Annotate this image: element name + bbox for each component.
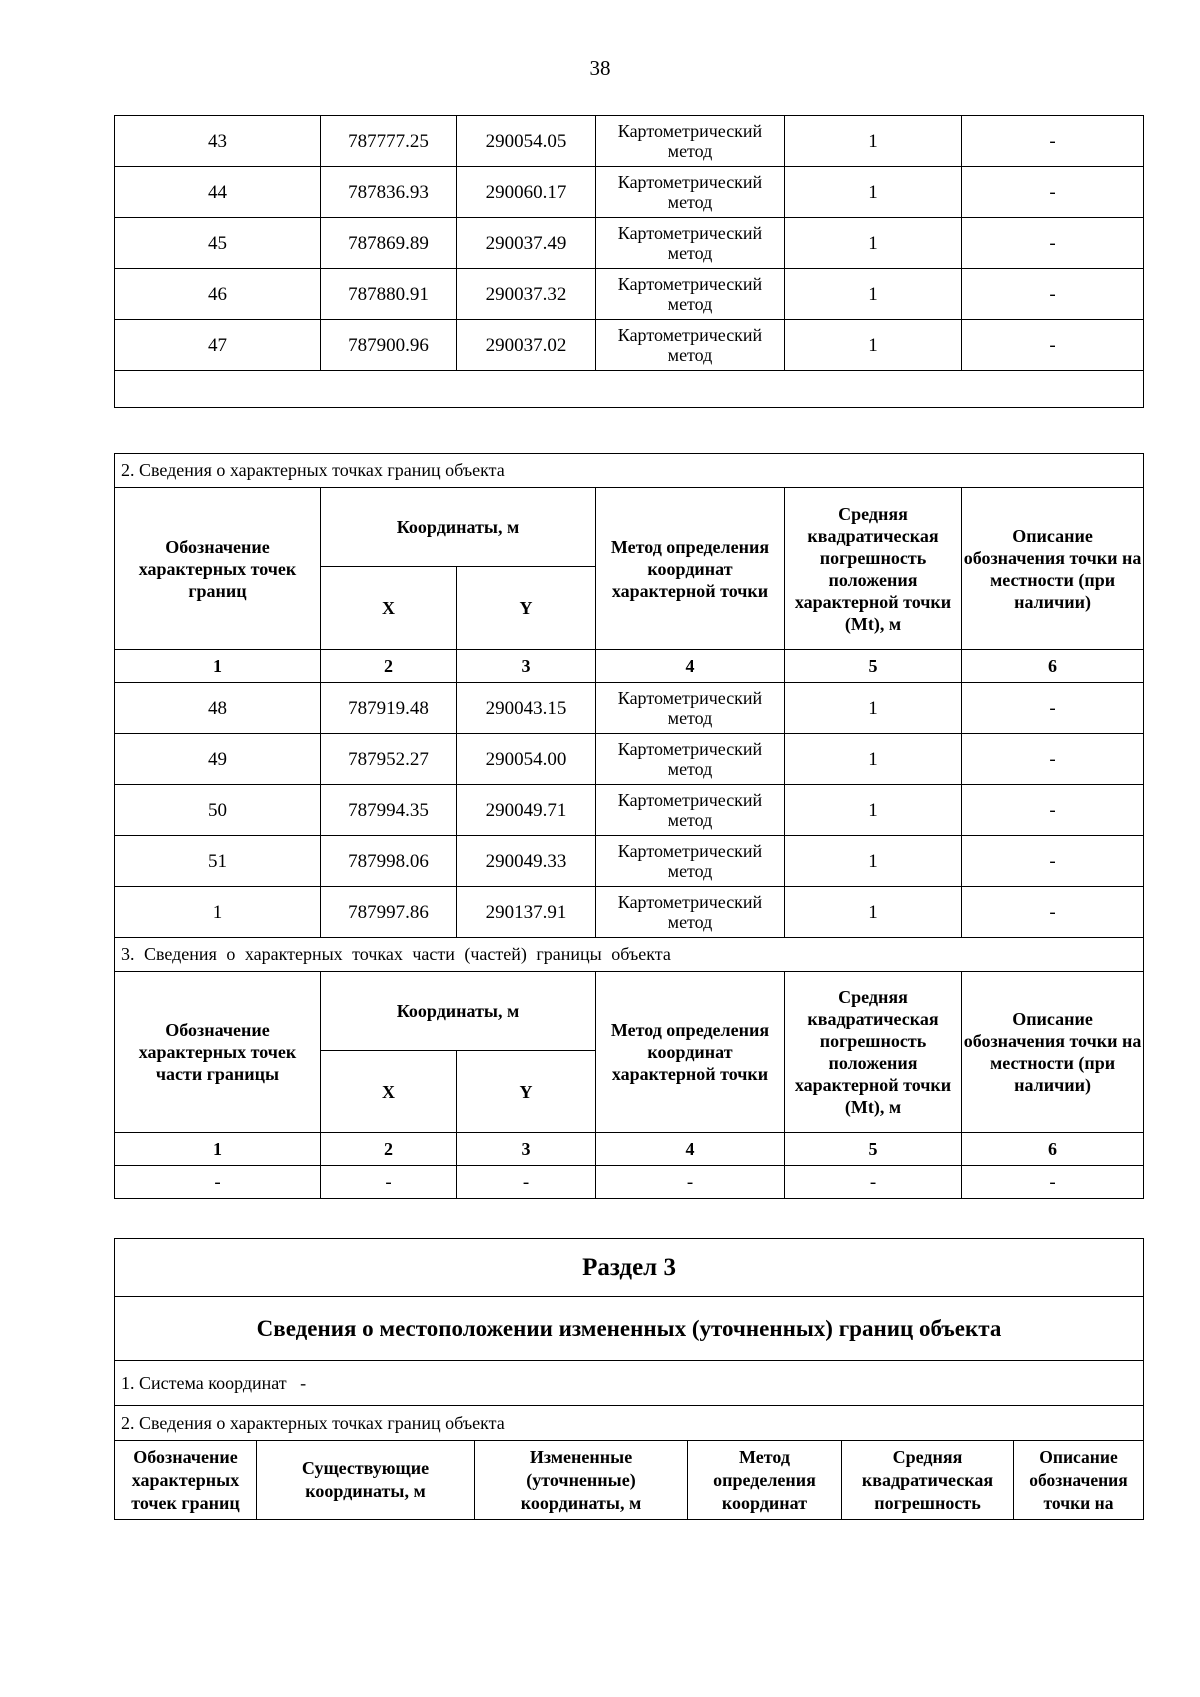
coord-system-line: 1. Система координат -: [115, 1361, 1144, 1406]
col-number: 1: [115, 650, 321, 683]
point-id: 47: [115, 320, 321, 371]
col-number: 2: [321, 1133, 457, 1166]
col-number: 2: [321, 650, 457, 683]
col-number: 4: [596, 650, 785, 683]
header-error: Средняя квадратическая погрешность: [842, 1441, 1014, 1520]
error-value: 1: [785, 836, 962, 887]
table-row: [115, 218, 1144, 269]
method: Картометрический метод: [596, 887, 785, 938]
header-error: Средняя квадратическая погрешность положения характерной точки (Mt), м: [785, 972, 962, 1133]
coord-y: 290037.32: [457, 269, 596, 320]
section-title-boundary-points: 2. Сведения о характерных точках границ объекта: [115, 454, 1144, 488]
cell-dash: -: [115, 1166, 321, 1199]
coord-x: 787836.93: [321, 167, 457, 218]
boundary-points-table: [114, 453, 1144, 1199]
method: Картометрический метод: [596, 269, 785, 320]
error-value: 1: [785, 887, 962, 938]
description: -: [962, 785, 1144, 836]
empty-row: [115, 371, 1144, 408]
method: Картометрический метод: [596, 734, 785, 785]
coord-x: 787952.27: [321, 734, 457, 785]
column-number-row: [115, 650, 1144, 683]
header-y: Y: [457, 1051, 596, 1133]
page-number: 38: [589, 56, 611, 80]
section3-title: Раздел 3: [115, 1239, 1144, 1297]
coord-x: 787777.25: [321, 116, 457, 167]
coord-x: 787998.06: [321, 836, 457, 887]
cell-dash: -: [321, 1166, 457, 1199]
table-row: [115, 167, 1144, 218]
point-id: 44: [115, 167, 321, 218]
header-coords: Координаты, м: [321, 488, 596, 567]
section3-subtitle: Сведения о местоположении измененных (уточненных) границ объекта: [115, 1297, 1144, 1361]
continuation-table: [114, 115, 1144, 408]
table-row: [115, 320, 1144, 371]
point-id: 43: [115, 116, 321, 167]
cell-dash: -: [457, 1166, 596, 1199]
table-row: [115, 734, 1144, 785]
point-id: 51: [115, 836, 321, 887]
cell-dash: -: [962, 1166, 1144, 1199]
point-id: 50: [115, 785, 321, 836]
header-method: Метод определения координат характерной точки: [596, 972, 785, 1133]
section3-table: [114, 1238, 1144, 1520]
col-number: 5: [785, 1133, 962, 1166]
method: Картометрический метод: [596, 836, 785, 887]
header-designation: Обозначение характерных точек границ: [115, 488, 321, 650]
col-number: 1: [115, 1133, 321, 1166]
coord-x: 787997.86: [321, 887, 457, 938]
column-number-row: [115, 1133, 1144, 1166]
cell-dash: -: [785, 1166, 962, 1199]
error-value: 1: [785, 734, 962, 785]
coord-y: 290137.91: [457, 887, 596, 938]
method: Картометрический метод: [596, 167, 785, 218]
point-id: 1: [115, 887, 321, 938]
error-value: 1: [785, 269, 962, 320]
table-row: [115, 887, 1144, 938]
table-row: [115, 269, 1144, 320]
point-id: 46: [115, 269, 321, 320]
table-row: [115, 785, 1144, 836]
error-value: 1: [785, 167, 962, 218]
description: -: [962, 320, 1144, 371]
col-number: 3: [457, 1133, 596, 1166]
method: Картометрический метод: [596, 683, 785, 734]
description: -: [962, 683, 1144, 734]
method: Картометрический метод: [596, 785, 785, 836]
header-coords: Координаты, м: [321, 972, 596, 1051]
col-number: 6: [962, 650, 1144, 683]
coord-y: 290049.71: [457, 785, 596, 836]
method: Картометрический метод: [596, 116, 785, 167]
header-description: Описание обозначения точки на: [1014, 1441, 1144, 1520]
coord-y: 290037.49: [457, 218, 596, 269]
header-x: X: [321, 1051, 457, 1133]
col-number: 5: [785, 650, 962, 683]
header-description: Описание обозначения точки на местности (при наличии): [962, 488, 1144, 650]
error-value: 1: [785, 320, 962, 371]
header-y: Y: [457, 567, 596, 650]
description: -: [962, 887, 1144, 938]
coord-y: 290054.00: [457, 734, 596, 785]
description: -: [962, 269, 1144, 320]
section-title-part-points: 3. Сведения о характерных точках части (частей) границы объекта: [115, 938, 1144, 972]
header-changed-coords: Измененные (уточненные) координаты, м: [475, 1441, 688, 1520]
error-value: 1: [785, 218, 962, 269]
header-designation: Обозначение характерных точек части границы: [115, 972, 321, 1133]
table-row: [115, 683, 1144, 734]
header-error: Средняя квадратическая погрешность положения характерной точки (Mt), м: [785, 488, 962, 650]
coord-y: 290049.33: [457, 836, 596, 887]
table-row: [115, 1166, 1144, 1199]
coord-y: 290054.05: [457, 116, 596, 167]
header-x: X: [321, 567, 457, 650]
point-id: 48: [115, 683, 321, 734]
method: Картометрический метод: [596, 218, 785, 269]
section3-points-title: 2. Сведения о характерных точках границ объекта: [115, 1406, 1144, 1441]
col-number: 6: [962, 1133, 1144, 1166]
header-method: Метод определения координат: [688, 1441, 842, 1520]
description: -: [962, 734, 1144, 785]
col-number: 3: [457, 650, 596, 683]
error-value: 1: [785, 116, 962, 167]
coord-y: 290037.02: [457, 320, 596, 371]
point-id: 45: [115, 218, 321, 269]
header-existing-coords: Существующие координаты, м: [257, 1441, 475, 1520]
header-description: Описание обозначения точки на местности (при наличии): [962, 972, 1144, 1133]
header-method: Метод определения координат характерной точки: [596, 488, 785, 650]
description: -: [962, 167, 1144, 218]
table-row: [115, 836, 1144, 887]
description: -: [962, 218, 1144, 269]
col-number: 4: [596, 1133, 785, 1166]
coord-y: 290043.15: [457, 683, 596, 734]
coord-x: 787994.35: [321, 785, 457, 836]
table-row: [115, 116, 1144, 167]
coord-x: 787880.91: [321, 269, 457, 320]
coord-x: 787919.48: [321, 683, 457, 734]
error-value: 1: [785, 785, 962, 836]
method: Картометрический метод: [596, 320, 785, 371]
description: -: [962, 836, 1144, 887]
cell-dash: -: [596, 1166, 785, 1199]
coord-y: 290060.17: [457, 167, 596, 218]
header-designation: Обозначение характерных точек границ: [115, 1441, 257, 1520]
coord-x: 787900.96: [321, 320, 457, 371]
coord-x: 787869.89: [321, 218, 457, 269]
point-id: 49: [115, 734, 321, 785]
description: -: [962, 116, 1144, 167]
error-value: 1: [785, 683, 962, 734]
